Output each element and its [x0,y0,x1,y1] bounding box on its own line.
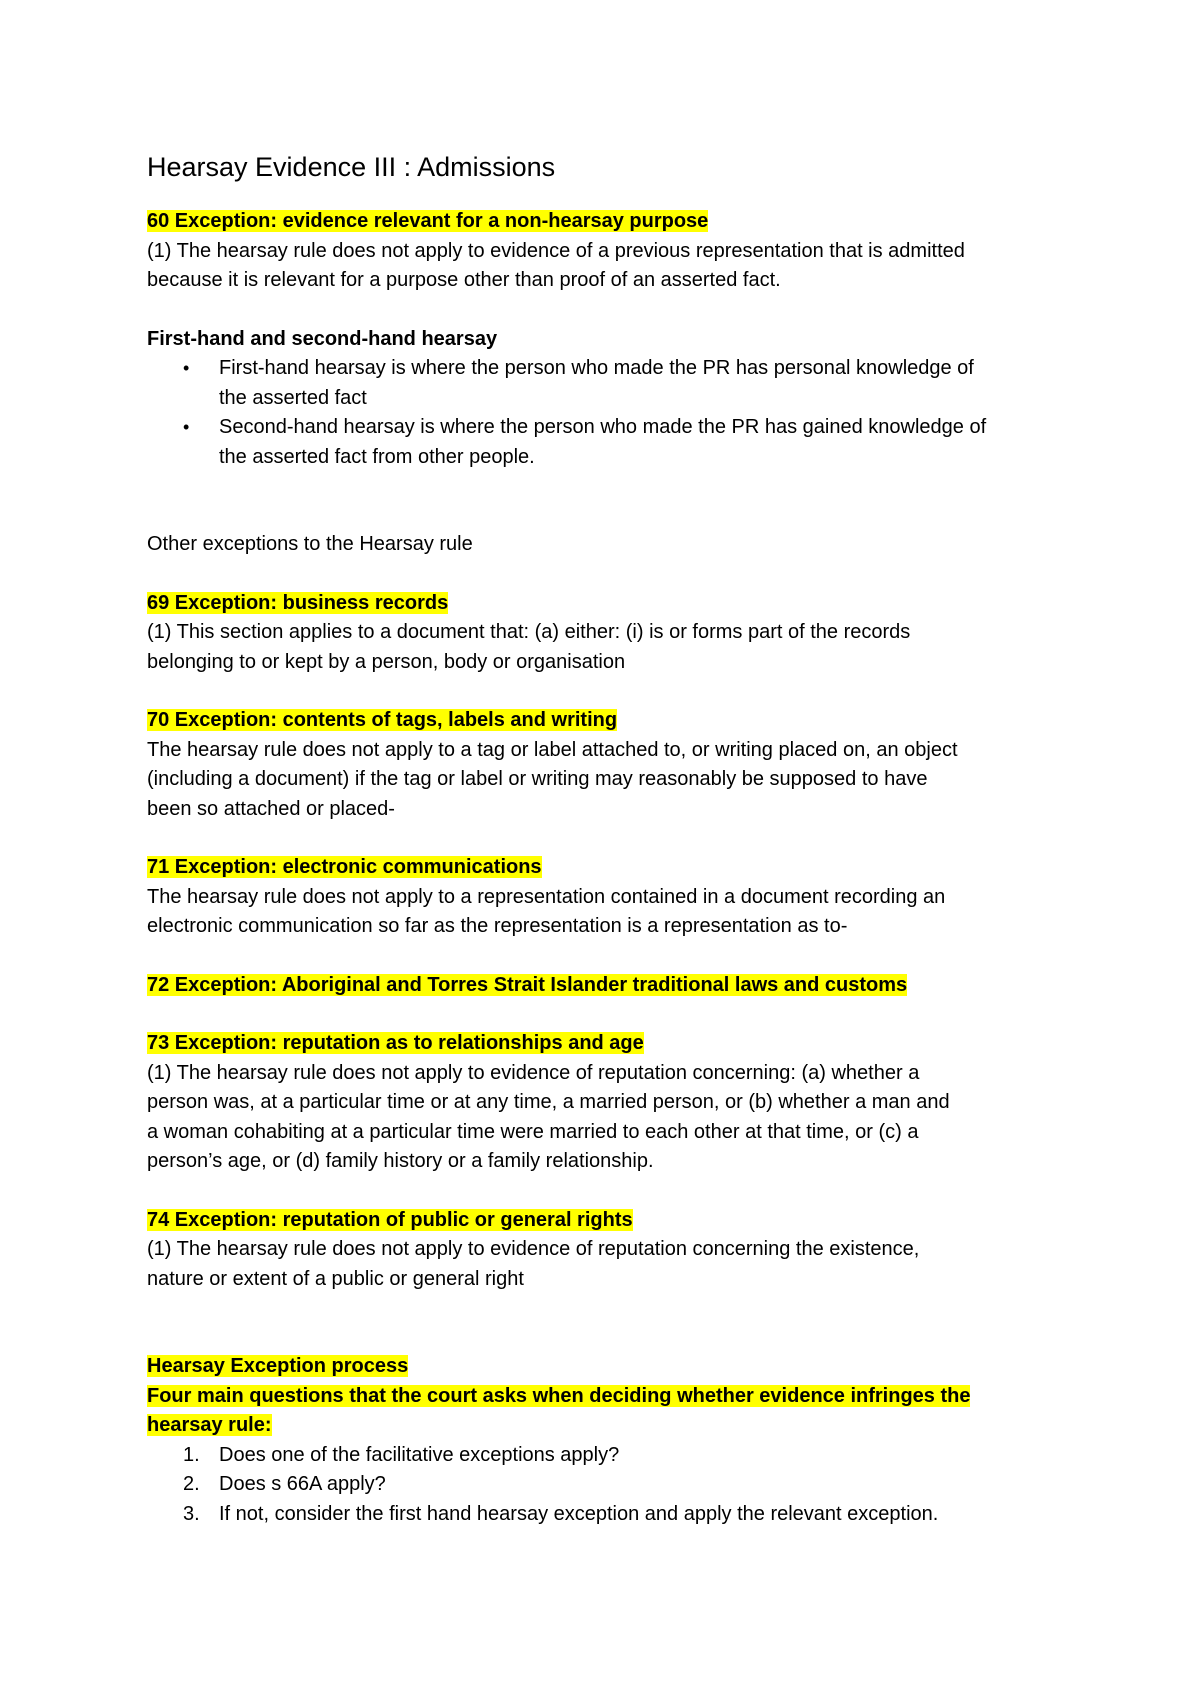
process-subheading-line-1: Four main questions that the court asks when deciding whether evidence infringes the [147,1384,971,1407]
section-74-text-line-2: nature or extent of a public or general right [147,1267,524,1290]
list-item-line-1: First-hand hearsay is where the person who made the PR has personal knowledge of [219,357,974,379]
section-71-text-line-1: The hearsay rule does not apply to a representation contained in a document recording an [147,885,946,908]
section-70-text-line-3: been so attached or placed- [147,797,395,820]
bullet-icon: • [183,417,190,437]
section-69-text-line-1: (1) This section applies to a document that: (a) either: (i) is or forms part of the records [147,621,911,643]
section-60-text-line-2: because it is relevant for a purpose other than proof of an asserted fact. [147,269,781,291]
section-73-text-line-2: person was, at a particular time or at any time, a married person, or (b) whether a man and [147,1091,950,1113]
firsthand-section [147,325,1077,473]
section-71-text-line-2: electronic communication so far as the representation is a representation as to- [147,915,848,937]
process-section [147,1352,1077,1529]
step-number: 3. [183,1502,200,1525]
section-74-heading: 74 Exception: reputation of public or general rights [147,1208,633,1231]
section-69 [147,589,1077,678]
section-70-text-line-1: The hearsay rule does not apply to a tag or label attached to, or writing placed on, an object [147,738,958,761]
section-69-heading: 69 Exception: business records [147,591,449,614]
section-69-text-line-2: belonging to or kept by a person, body or organisation [147,650,626,673]
list-item-line-2: the asserted fact from other people. [219,445,535,468]
process-steps [147,1441,1077,1530]
section-60 [147,207,1077,296]
section-73-text-line-3: a woman cohabiting at a particular time were married to each other at that time, or (c) a [147,1120,919,1143]
process-heading: Hearsay Exception process [147,1355,409,1377]
section-71 [147,853,1077,942]
section-60-heading: 60 Exception: evidence relevant for a non-hearsay purpose [147,210,709,232]
list-item-line-2: the asserted fact [219,386,367,409]
step-text: Does s 66A apply? [219,1473,386,1495]
page-title: Hearsay Evidence III : Admissions [147,152,556,182]
list-item [183,1441,1077,1471]
section-73 [147,1029,1077,1177]
section-73-text-line-1: (1) The hearsay rule does not apply to evidence of reputation concerning: (a) whether a [147,1061,920,1084]
section-71-heading: 71 Exception: electronic communications [147,856,542,878]
step-text: Does one of the facilitative exceptions apply? [219,1443,620,1466]
bullet-icon: • [183,358,190,378]
list-item [183,1470,1077,1500]
section-72 [147,971,1077,1001]
section-72-heading: 72 Exception: Aboriginal and Torres Strait Islander traditional laws and customs [147,973,908,996]
section-73-text-line-4: person’s age, or (d) family history or a family relationship. [147,1150,654,1172]
step-number: 2. [183,1473,200,1495]
step-number: 1. [183,1443,200,1466]
document-page [147,150,1077,1529]
section-74 [147,1206,1077,1295]
other-exceptions-label: Other exceptions to the Hearsay rule [147,533,473,555]
section-74-text-line-1: (1) The hearsay rule does not apply to evidence of reputation concerning the existence, [147,1238,920,1260]
section-70-text-line-2: (including a document) if the tag or label or writing may reasonably be supposed to have [147,768,928,790]
section-60-text-line-1: (1) The hearsay rule does not apply to evidence of a previous representation that is admitted [147,239,965,262]
section-70 [147,706,1077,824]
process-subheading-line-2: hearsay rule: [147,1414,272,1436]
list-item [183,413,1077,472]
list-item-line-1: Second-hand hearsay is where the person who made the PR has gained knowledge of [219,416,987,438]
section-70-heading: 70 Exception: contents of tags, labels and writing [147,709,618,731]
list-item [183,1500,1077,1530]
section-73-heading: 73 Exception: reputation as to relationships and age [147,1032,644,1054]
firsthand-list [147,354,1077,472]
list-item [183,354,1077,413]
firsthand-heading: First-hand and second-hand hearsay [147,327,498,350]
step-text: If not, consider the first hand hearsay exception and apply the relevant exception. [219,1502,939,1525]
